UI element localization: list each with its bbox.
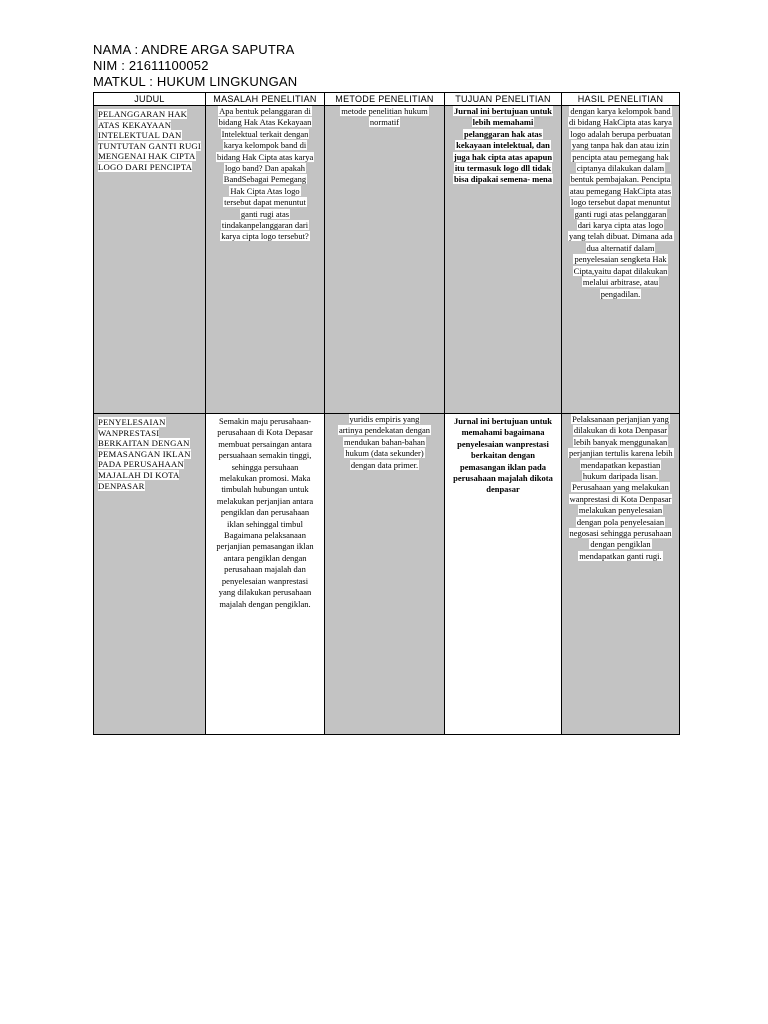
cell-judul xyxy=(94,106,206,414)
cell-judul xyxy=(94,414,206,735)
table-row xyxy=(94,106,680,414)
cell-masalah xyxy=(206,414,325,735)
masalah-text: Apa bentuk pelanggaran di bidang Hak Atas Kekayaan Intelektual terkait dengan karya kelompok band di bidang Hak Cipta atas karya logo band? Dan apakah BandSebagai Pemegang Hak Cipta Atas logo tersebut dapat menuntut ganti rugi atas tindakanpelanggaran dari karya cipta logo tersebut? xyxy=(217,106,314,242)
column-header-judul: JUDUL xyxy=(94,93,206,106)
course-name: MATKUL : HUKUM LINGKUNGAN xyxy=(93,74,298,89)
cell-hasil xyxy=(562,106,680,414)
research-matrix-table xyxy=(93,92,680,735)
column-header-tujuan: TUJUAN PENELITIAN xyxy=(445,93,562,106)
cell-metode xyxy=(325,414,445,735)
tujuan-text: Jurnal ini bertujuan untuk memahami bagaimana penyelesaian wanprestasi berkaitan dengan pemasangan iklan pada perusahaan majalah dikota denpasar xyxy=(453,416,553,495)
student-nim: NIM : 21611100052 xyxy=(93,58,209,73)
student-name: NAMA : ANDRE ARGA SAPUTRA xyxy=(93,42,295,57)
hasil-text: dengan karya kelompok band di bidang HakCipta atas karya logo adalah berupa perbuatan yang tanpa hak dan atau izin pencipta atau pemegang hak ciptanya dilakukan dalam bentuk pembajakan. Pencipta atau pemegang HakCipta atas logo tersebut dapat menuntut ganti rugi atas pelanggaran dari karya cipta atas logo yang telah dibuat. Dimana ada dua alternatif dalam penyelesaian sengketa Hak Cipta,yaitu dapat dilakukan melalui arbitrase, atau pengadilan. xyxy=(569,106,673,299)
column-header-masalah: MASALAH PENELITIAN xyxy=(206,93,325,106)
table-header-row xyxy=(94,93,680,106)
metode-text: metode penelitian hukum normatif xyxy=(341,106,428,128)
title-text: PELANGGARAN HAK ATAS KEKAYAAN INTELEKTUAL DAN TUNTUTAN GANTI RUGI MENGENAI HAK CIPTA LOGO DARI PENCIPTA xyxy=(98,109,201,172)
table-row xyxy=(94,414,680,735)
column-header-metode: METODE PENELITIAN xyxy=(325,93,445,106)
student-info xyxy=(93,42,297,90)
cell-metode xyxy=(325,106,445,414)
masalah-text: Semakin maju perusahaan- perusahaan di Kota Depasar membuat persaingan antara persuahaan semakin tinggi, sehingga persuhaan melakukan promosi. Maka timbulah hubungan untuk melakukan perjanjian antara pengiklan dan perusahaan iklan sehinggal timbul Bagaimana pelaksanaan perjanjian pemasangan iklan antara pengiklan dengan perusahaan majalah dan penyelesaian wanprestasi yang dilakukan perusahaan majalah dengan pengiklan. xyxy=(216,416,314,609)
cell-hasil xyxy=(562,414,680,735)
metode-text: yuridis empiris yang artinya pendekatan dengan mendukan bahan-bahan hukum (data sekunder) dengan data primer. xyxy=(338,414,431,470)
hasil-text: Pelaksanaan perjanjian yang dilakukan di kota Denpasar lebih banyak menggunakan perjanjian tertulis karena lebih mendapatkan kepastian hukum daripada lisan. Perusahaan yang melakukan wanprestasi di Kota Denpasar melakukan penyelesaian dengan pola penyelesaian negosasi sehingga perusahaan dengan pengiklan mendapatkan ganti rugi. xyxy=(569,414,673,561)
cell-tujuan xyxy=(445,106,562,414)
title-text: PENYELESAIAN WANPRESTASI BERKAITAN DENGAN PEMASANGAN IKLAN PADA PERUSAHAAN MAJALAH DI KOTA DENPASAR xyxy=(98,417,191,491)
column-header-hasil: HASIL PENELITIAN xyxy=(562,93,680,106)
tujuan-text: Jurnal ini bertujuan untuk lebih memahami pelanggaran hak atas kekayaan intelektual, dan juga hak cipta atas apapun itu termasuk logo dll tidak bisa dipakai semena- mena xyxy=(453,106,553,185)
cell-masalah xyxy=(206,106,325,414)
cell-tujuan xyxy=(445,414,562,735)
